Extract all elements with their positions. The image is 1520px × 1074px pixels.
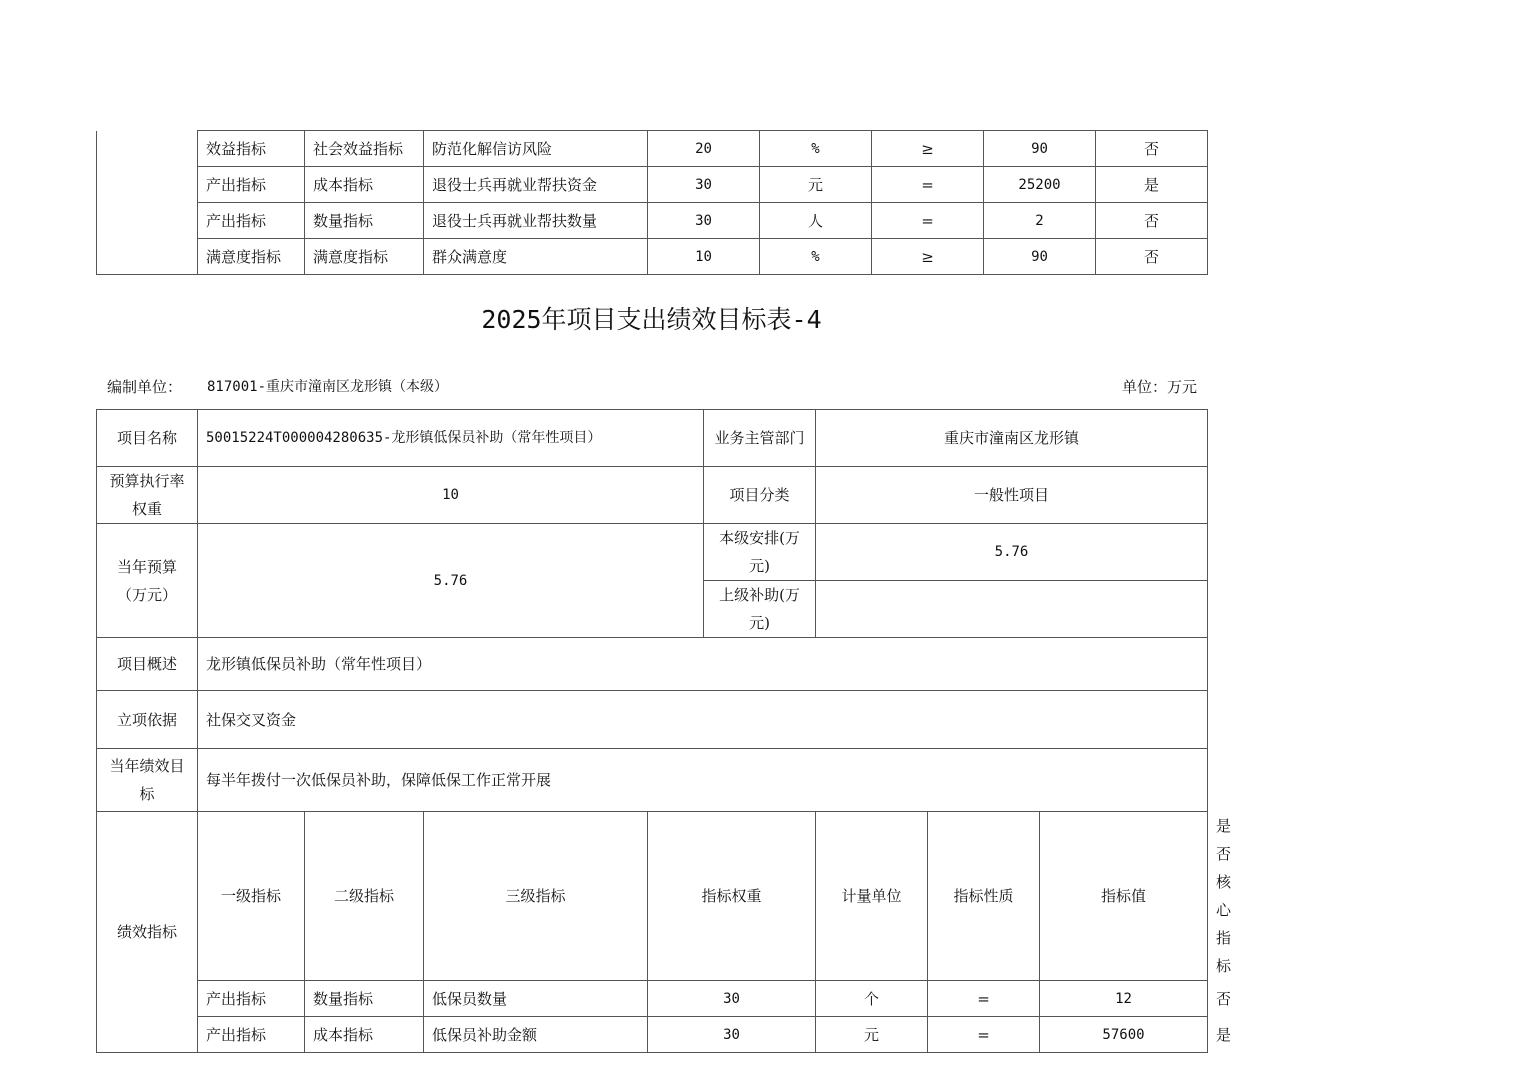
rate-weight-value: 10 — [198, 467, 704, 524]
level3-cell: 低保员数量 — [424, 981, 648, 1017]
value-cell: 90 — [984, 131, 1096, 167]
overview-label: 项目概述 — [97, 638, 198, 691]
level3-cell: 群众满意度 — [424, 239, 648, 275]
header-weight: 指标权重 — [648, 812, 816, 981]
nature-cell: ≥ — [872, 239, 984, 275]
unit-cell: % — [760, 131, 872, 167]
nature-cell: = — [872, 167, 984, 203]
core-cell: 是 — [1096, 167, 1208, 203]
weight-cell: 30 — [648, 203, 760, 239]
indicator-spacer-cell — [97, 131, 198, 275]
budget-value: 5.76 — [198, 524, 704, 638]
goal-value: 每半年拨付一次低保员补助，保障低保工作正常开展 — [198, 749, 1208, 812]
project-name-label: 项目名称 — [97, 410, 198, 467]
table-row: 产出指标 成本指标 低保员补助金额 30 元 = 57600 是 — [97, 1017, 1208, 1053]
level1-cell: 产出指标 — [198, 167, 305, 203]
overview-value: 龙形镇低保员补助（常年性项目） — [198, 638, 1208, 691]
header-level3: 三级指标 — [424, 812, 648, 981]
value-cell: 2 — [984, 203, 1096, 239]
value-cell: 57600 — [1040, 1017, 1208, 1053]
level1-cell: 产出指标 — [198, 203, 305, 239]
indicator-label: 绩效指标 — [97, 812, 198, 1053]
continued-indicator-table — [96, 130, 1208, 275]
local-arrangement-value: 5.76 — [816, 524, 1208, 581]
project-name-value: 50015224T000004280635-龙形镇低保员补助（常年性项目） — [198, 410, 704, 467]
table-row — [97, 524, 1208, 581]
unit-cell: 元 — [760, 167, 872, 203]
header-value: 指标值 — [1040, 812, 1208, 981]
level3-cell: 退役士兵再就业帮扶数量 — [424, 203, 648, 239]
nature-cell: = — [872, 203, 984, 239]
header-level1: 一级指标 — [198, 812, 305, 981]
weight-cell: 20 — [648, 131, 760, 167]
weight-cell: 30 — [648, 167, 760, 203]
weight-cell: 10 — [648, 239, 760, 275]
value-cell: 90 — [984, 239, 1096, 275]
money-unit-label: 单位：万元 — [1121, 378, 1197, 396]
level3-cell: 防范化解信访风险 — [424, 131, 648, 167]
header-nature: 指标性质 — [928, 812, 1040, 981]
unit-cell: 元 — [816, 1017, 928, 1053]
table-row — [97, 167, 1208, 203]
table-row: 产出指标 数量指标 低保员数量 30 个 = 12 否 — [97, 981, 1208, 1017]
level2-cell: 数量指标 — [305, 981, 424, 1017]
weight-cell: 30 — [648, 1017, 816, 1053]
nature-cell: = — [928, 1017, 1040, 1053]
level2-cell: 成本指标 — [305, 167, 424, 203]
budget-label: 当年预算（万元） — [97, 524, 198, 638]
level2-cell: 数量指标 — [305, 203, 424, 239]
basis-label: 立项依据 — [97, 691, 198, 749]
core-cell: 否 — [1096, 239, 1208, 275]
table-row — [97, 638, 1208, 691]
core-cell: 否 — [1096, 131, 1208, 167]
level2-cell: 成本指标 — [305, 1017, 424, 1053]
level2-cell: 社会效益指标 — [305, 131, 424, 167]
table-row — [97, 131, 1208, 167]
compile-info-row — [107, 376, 1197, 398]
table-row — [97, 239, 1208, 275]
nature-cell: = — [928, 981, 1040, 1017]
upper-subsidy-label: 上级补助(万元) — [704, 581, 816, 638]
page-title: 2025年项目支出绩效目标表-4 — [481, 305, 822, 334]
table-row: 绩效指标 一级指标 二级指标 三级指标 指标权重 计量单位 指标性质 指标值 是否核心指标 — [97, 812, 1208, 981]
local-arrangement-label: 本级安排(万元) — [704, 524, 816, 581]
dept-value: 重庆市潼南区龙形镇 — [816, 410, 1208, 467]
table-row — [97, 691, 1208, 749]
value-cell: 12 — [1040, 981, 1208, 1017]
level2-cell: 满意度指标 — [305, 239, 424, 275]
table-row — [97, 467, 1208, 524]
unit-cell: % — [760, 239, 872, 275]
level1-cell: 满意度指标 — [198, 239, 305, 275]
upper-subsidy-value — [816, 581, 1208, 638]
weight-cell: 30 — [648, 981, 816, 1017]
table-row — [97, 203, 1208, 239]
rate-weight-label: 预算执行率权重 — [97, 467, 198, 524]
category-label: 项目分类 — [704, 467, 816, 524]
category-value: 一般性项目 — [816, 467, 1208, 524]
header-unit: 计量单位 — [816, 812, 928, 981]
value-cell: 25200 — [984, 167, 1096, 203]
level1-cell: 效益指标 — [198, 131, 305, 167]
performance-target-table — [96, 409, 1232, 1053]
goal-label: 当年绩效目标 — [97, 749, 198, 812]
unit-cell: 个 — [816, 981, 928, 1017]
compile-unit-value: 817001-重庆市潼南区龙形镇（本级） — [207, 379, 449, 395]
level1-cell: 产出指标 — [198, 981, 305, 1017]
nature-cell: ≥ — [872, 131, 984, 167]
header-level2: 二级指标 — [305, 812, 424, 981]
core-cell: 否 — [1096, 203, 1208, 239]
unit-cell: 人 — [760, 203, 872, 239]
level3-cell: 退役士兵再就业帮扶资金 — [424, 167, 648, 203]
level1-cell: 产出指标 — [198, 1017, 305, 1053]
table-row — [97, 410, 1208, 467]
basis-value: 社保交叉资金 — [198, 691, 1208, 749]
dept-label: 业务主管部门 — [704, 410, 816, 467]
level3-cell: 低保员补助金额 — [424, 1017, 648, 1053]
table-row — [97, 749, 1208, 812]
compile-unit-label: 编制单位： — [107, 378, 183, 396]
